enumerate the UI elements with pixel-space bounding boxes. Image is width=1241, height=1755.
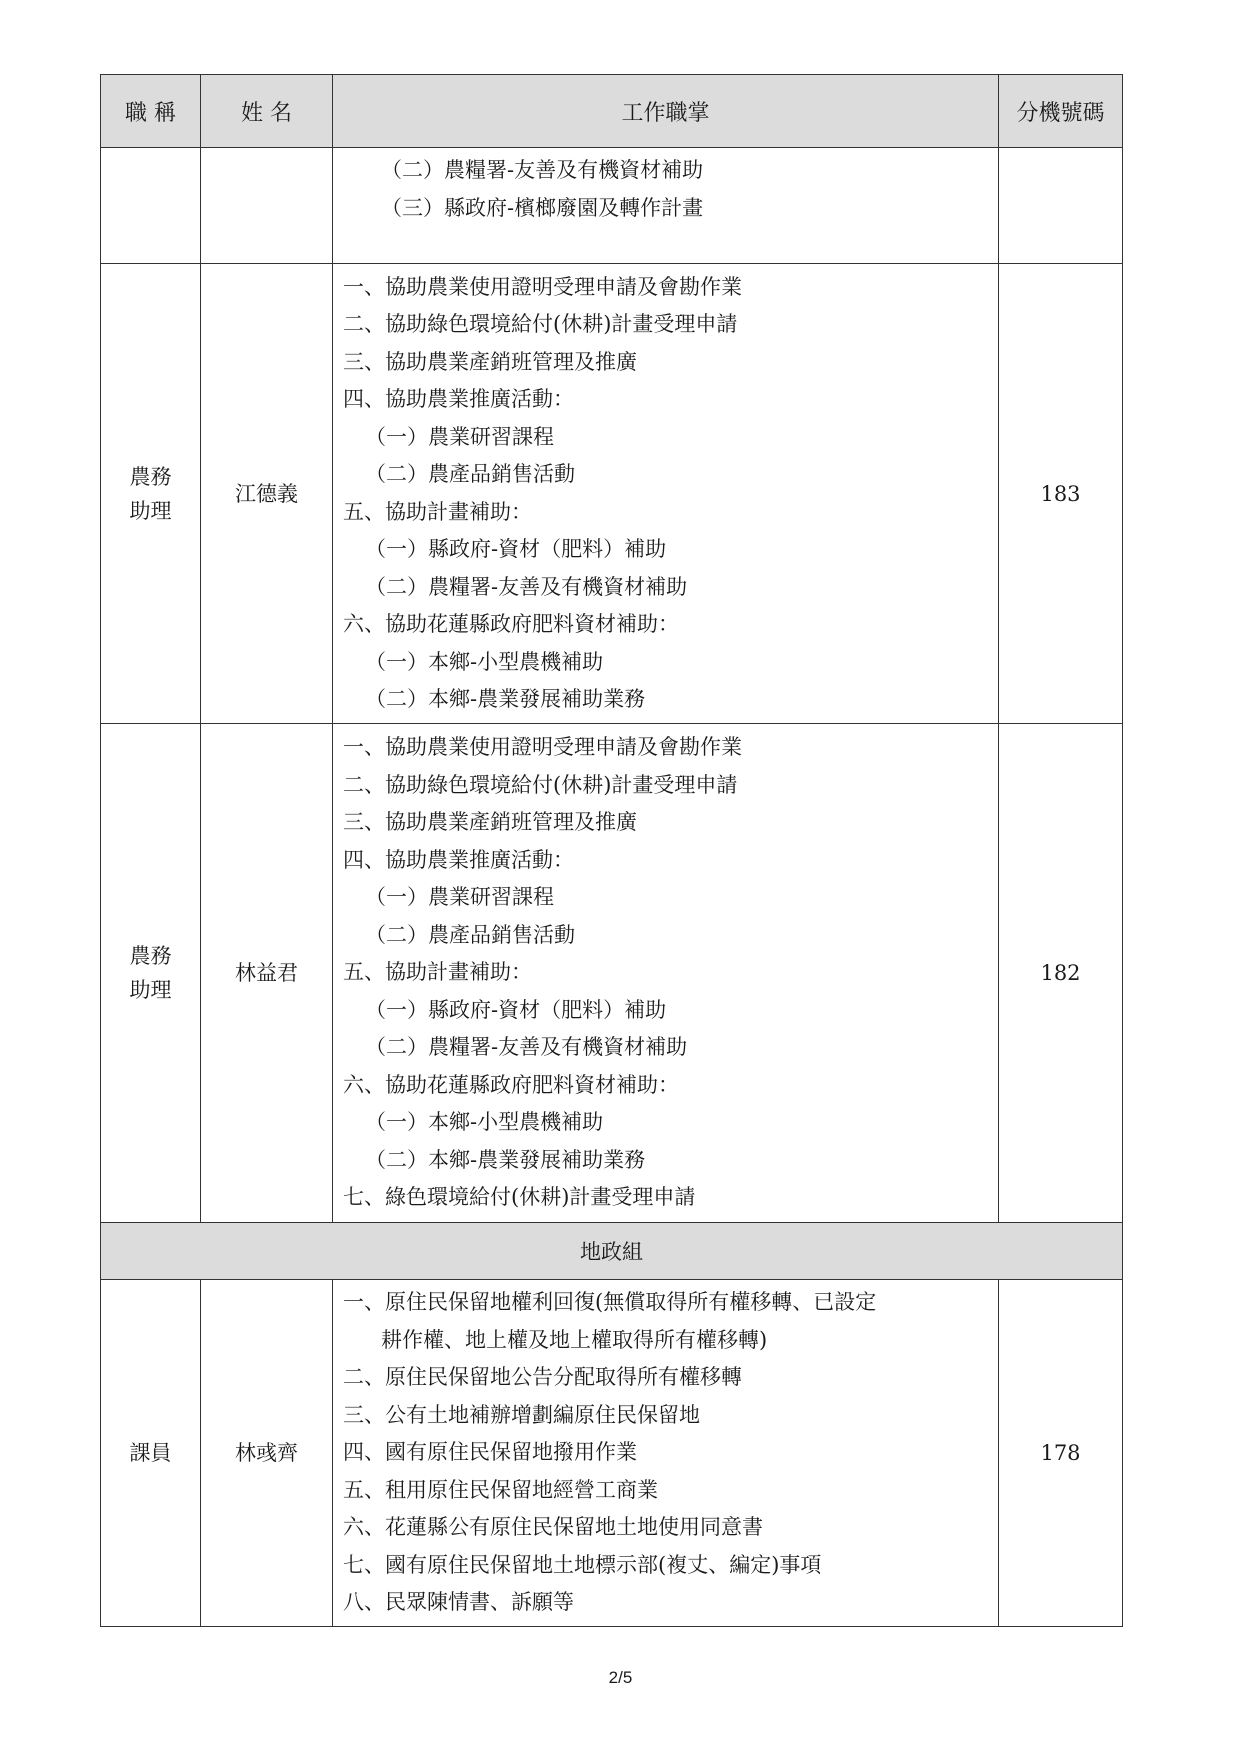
section-label: 地政組 (101, 1223, 1123, 1280)
header-name: 姓 名 (201, 75, 333, 148)
duty-item: （一）農業研習課程 (365, 424, 554, 449)
extension-number: 183 (1040, 481, 1081, 506)
duty-item: 三、協助農業產銷班管理及推廣 (343, 349, 637, 374)
title-cell (101, 148, 201, 264)
name-cell (201, 724, 333, 1223)
duty-item: （二）農糧署-友善及有機資材補助 (381, 158, 704, 182)
header-duties: 工作職掌 (333, 75, 999, 148)
duty-item: 七、國有原住民保留地土地標示部(複丈、編定)事項 (343, 1552, 822, 1577)
duty-item: （一）縣政府-資材（肥料）補助 (365, 537, 667, 561)
duty-item: 三、協助農業產銷班管理及推廣 (343, 810, 637, 835)
duty-item: （二）農產品銷售活動 (365, 462, 575, 486)
duty-item: （一）本鄉-小型農機補助 (365, 649, 604, 674)
duty-item: 四、國有原住民保留地撥用作業 (343, 1440, 637, 1464)
extension-cell (999, 724, 1123, 1223)
table-row (101, 724, 1123, 1223)
duty-item: （一）本鄉-小型農機補助 (365, 1110, 604, 1135)
staff-name: 林彧齊 (235, 1440, 298, 1465)
extension-cell (999, 148, 1123, 264)
staff-name: 林益君 (235, 961, 298, 985)
extension-number: 178 (1040, 1440, 1081, 1465)
duty-item: 六、花蓮縣公有原住民保留地土地使用同意書 (343, 1515, 763, 1539)
extension-cell (999, 1280, 1123, 1627)
duty-item: （二）本鄉-農業發展補助業務 (365, 687, 646, 711)
name-cell (201, 1280, 333, 1627)
duty-item: 八、民眾陳情書、訴願等 (343, 1590, 574, 1614)
duty-item: （一）縣政府-資材（肥料）補助 (365, 997, 667, 1022)
job-title: 課員 (129, 1440, 172, 1465)
header-title: 職 稱 (101, 75, 201, 148)
table-row (101, 148, 1123, 264)
duty-item: （三）縣政府-檳榔廢園及轉作計畫 (381, 195, 704, 220)
title-cell (101, 724, 201, 1223)
duties-cell (333, 264, 999, 724)
duties-cell (333, 724, 999, 1223)
duty-item: （二）農糧署-友善及有機資材補助 (365, 574, 688, 599)
extension-number: 182 (1040, 961, 1081, 985)
duty-item: 四、協助農業推廣活動： (343, 847, 574, 872)
duty-item: 一、協助農業使用證明受理申請及會勘作業 (343, 735, 742, 760)
duty-item: 二、協助綠色環境給付(休耕)計畫受理申請 (343, 312, 738, 336)
job-title: 農務 助理 (129, 464, 172, 523)
title-cell (101, 1280, 201, 1627)
duty-item: 六、協助花蓮縣政府肥料資材補助： (343, 1072, 679, 1097)
duty-item: 耕作權、地上權及地上權取得所有權移轉) (381, 1327, 768, 1352)
duty-item: （二）本鄉-農業發展補助業務 (365, 1147, 646, 1172)
duties-cell (333, 148, 999, 264)
job-title: 農務 助理 (129, 944, 172, 1002)
staff-duties-table (100, 74, 1123, 1627)
section-row (101, 1223, 1123, 1280)
table-header-row (101, 75, 1123, 148)
duty-item: 六、協助花蓮縣政府肥料資材補助： (343, 612, 679, 636)
duty-item: （一）農業研習課程 (365, 885, 554, 910)
title-cell (101, 264, 201, 724)
name-cell (201, 148, 333, 264)
table-row (101, 264, 1123, 724)
staff-name: 江德義 (235, 481, 298, 506)
duty-item: 五、協助計畫補助： (343, 499, 532, 524)
duty-item: 五、租用原住民保留地經營工商業 (343, 1477, 658, 1502)
duty-item: 四、協助農業推廣活動： (343, 387, 574, 411)
extension-cell (999, 264, 1123, 724)
duty-item: 七、綠色環境給付(休耕)計畫受理申請 (343, 1185, 696, 1210)
duty-item: 三、公有土地補辦增劃編原住民保留地 (343, 1402, 700, 1427)
duty-item: 二、原住民保留地公告分配取得所有權移轉 (343, 1365, 742, 1389)
duty-item: 二、協助綠色環境給付(休耕)計畫受理申請 (343, 772, 738, 797)
header-extension: 分機號碼 (999, 75, 1123, 148)
duty-item: 一、協助農業使用證明受理申請及會勘作業 (343, 274, 742, 299)
name-cell (201, 264, 333, 724)
duty-item: （二）農糧署-友善及有機資材補助 (365, 1035, 688, 1060)
duty-item: 一、原住民保留地權利回復(無償取得所有權移轉、已設定 (343, 1290, 877, 1314)
page-number: 2/5 (608, 1668, 633, 1687)
duty-item: 五、協助計畫補助： (343, 960, 532, 985)
table-row (101, 1280, 1123, 1627)
duties-cell (333, 1280, 999, 1627)
duty-item: （二）農產品銷售活動 (365, 922, 575, 947)
